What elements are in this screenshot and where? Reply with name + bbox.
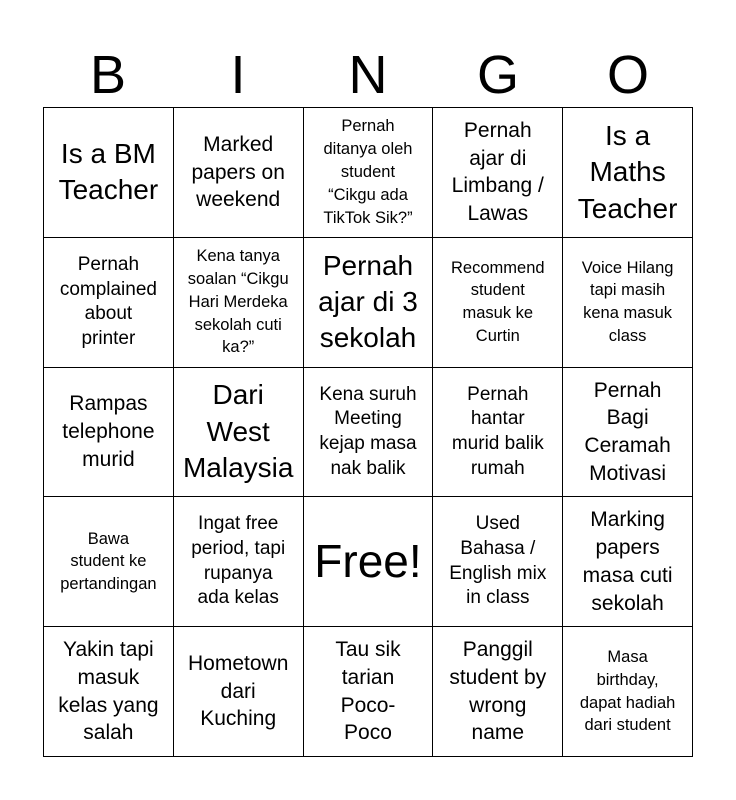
bingo-cell-free[interactable]: Kena suruh Meeting kejap masa nak balik: [304, 368, 434, 498]
bingo-cell[interactable]: Masa birthday, dapat hadiah dari student: [563, 627, 693, 757]
bingo-cell[interactable]: Pernah hantar murid balik rumah: [433, 368, 563, 498]
bingo-cell[interactable]: Bawa student ke pertandingan: [44, 497, 174, 627]
bingo-cell[interactable]: Panggil student by wrong name: [433, 627, 563, 757]
bingo-cell[interactable]: Yakin tapi masuk kelas yang salah: [44, 627, 174, 757]
bingo-cell[interactable]: Marked papers on weekend: [174, 108, 304, 238]
bingo-cell[interactable]: Used Bahasa / English mix in class: [433, 497, 563, 627]
bingo-title: [43, 44, 693, 106]
title-letter-n: N: [348, 45, 388, 105]
bingo-cell[interactable]: Free!: [304, 497, 434, 627]
bingo-cell[interactable]: Is a BM Teacher: [44, 108, 174, 238]
bingo-grid: [43, 107, 693, 757]
bingo-cell[interactable]: Pernah ajar di Limbang / Lawas: [433, 108, 563, 238]
bingo-cell[interactable]: Voice Hilang tapi masih kena masuk class: [563, 238, 693, 368]
bingo-cell[interactable]: Recommend student masuk ke Curtin: [433, 238, 563, 368]
bingo-cell[interactable]: Marking papers masa cuti sekolah: [563, 497, 693, 627]
bingo-cell[interactable]: Rampas telephone murid: [44, 368, 174, 498]
bingo-cell[interactable]: Pernah Bagi Ceramah Motivasi: [563, 368, 693, 498]
bingo-cell[interactable]: Ingat free period, tapi rupanya ada kelas: [174, 497, 304, 627]
bingo-cell[interactable]: Hometown dari Kuching: [174, 627, 304, 757]
bingo-cell[interactable]: Dari West Malaysia: [174, 368, 304, 498]
bingo-cell[interactable]: Pernah complained about printer: [44, 238, 174, 368]
bingo-cell[interactable]: Is a Maths Teacher: [563, 108, 693, 238]
title-letter-i: I: [230, 45, 246, 105]
bingo-cell[interactable]: Pernah ajar di 3 sekolah: [304, 238, 434, 368]
bingo-cell[interactable]: Kena tanya soalan “Cikgu Hari Merdeka sekolah cuti ka?”: [174, 238, 304, 368]
bingo-cell[interactable]: Tau sik tarian Poco- Poco: [304, 627, 434, 757]
title-letter-g: G: [476, 45, 519, 105]
bingo-cell[interactable]: Pernah ditanya oleh student “Cikgu ada TikTok Sik?”: [304, 108, 434, 238]
title-letter-o: O: [606, 45, 649, 105]
title-letter-b: B: [89, 45, 127, 105]
